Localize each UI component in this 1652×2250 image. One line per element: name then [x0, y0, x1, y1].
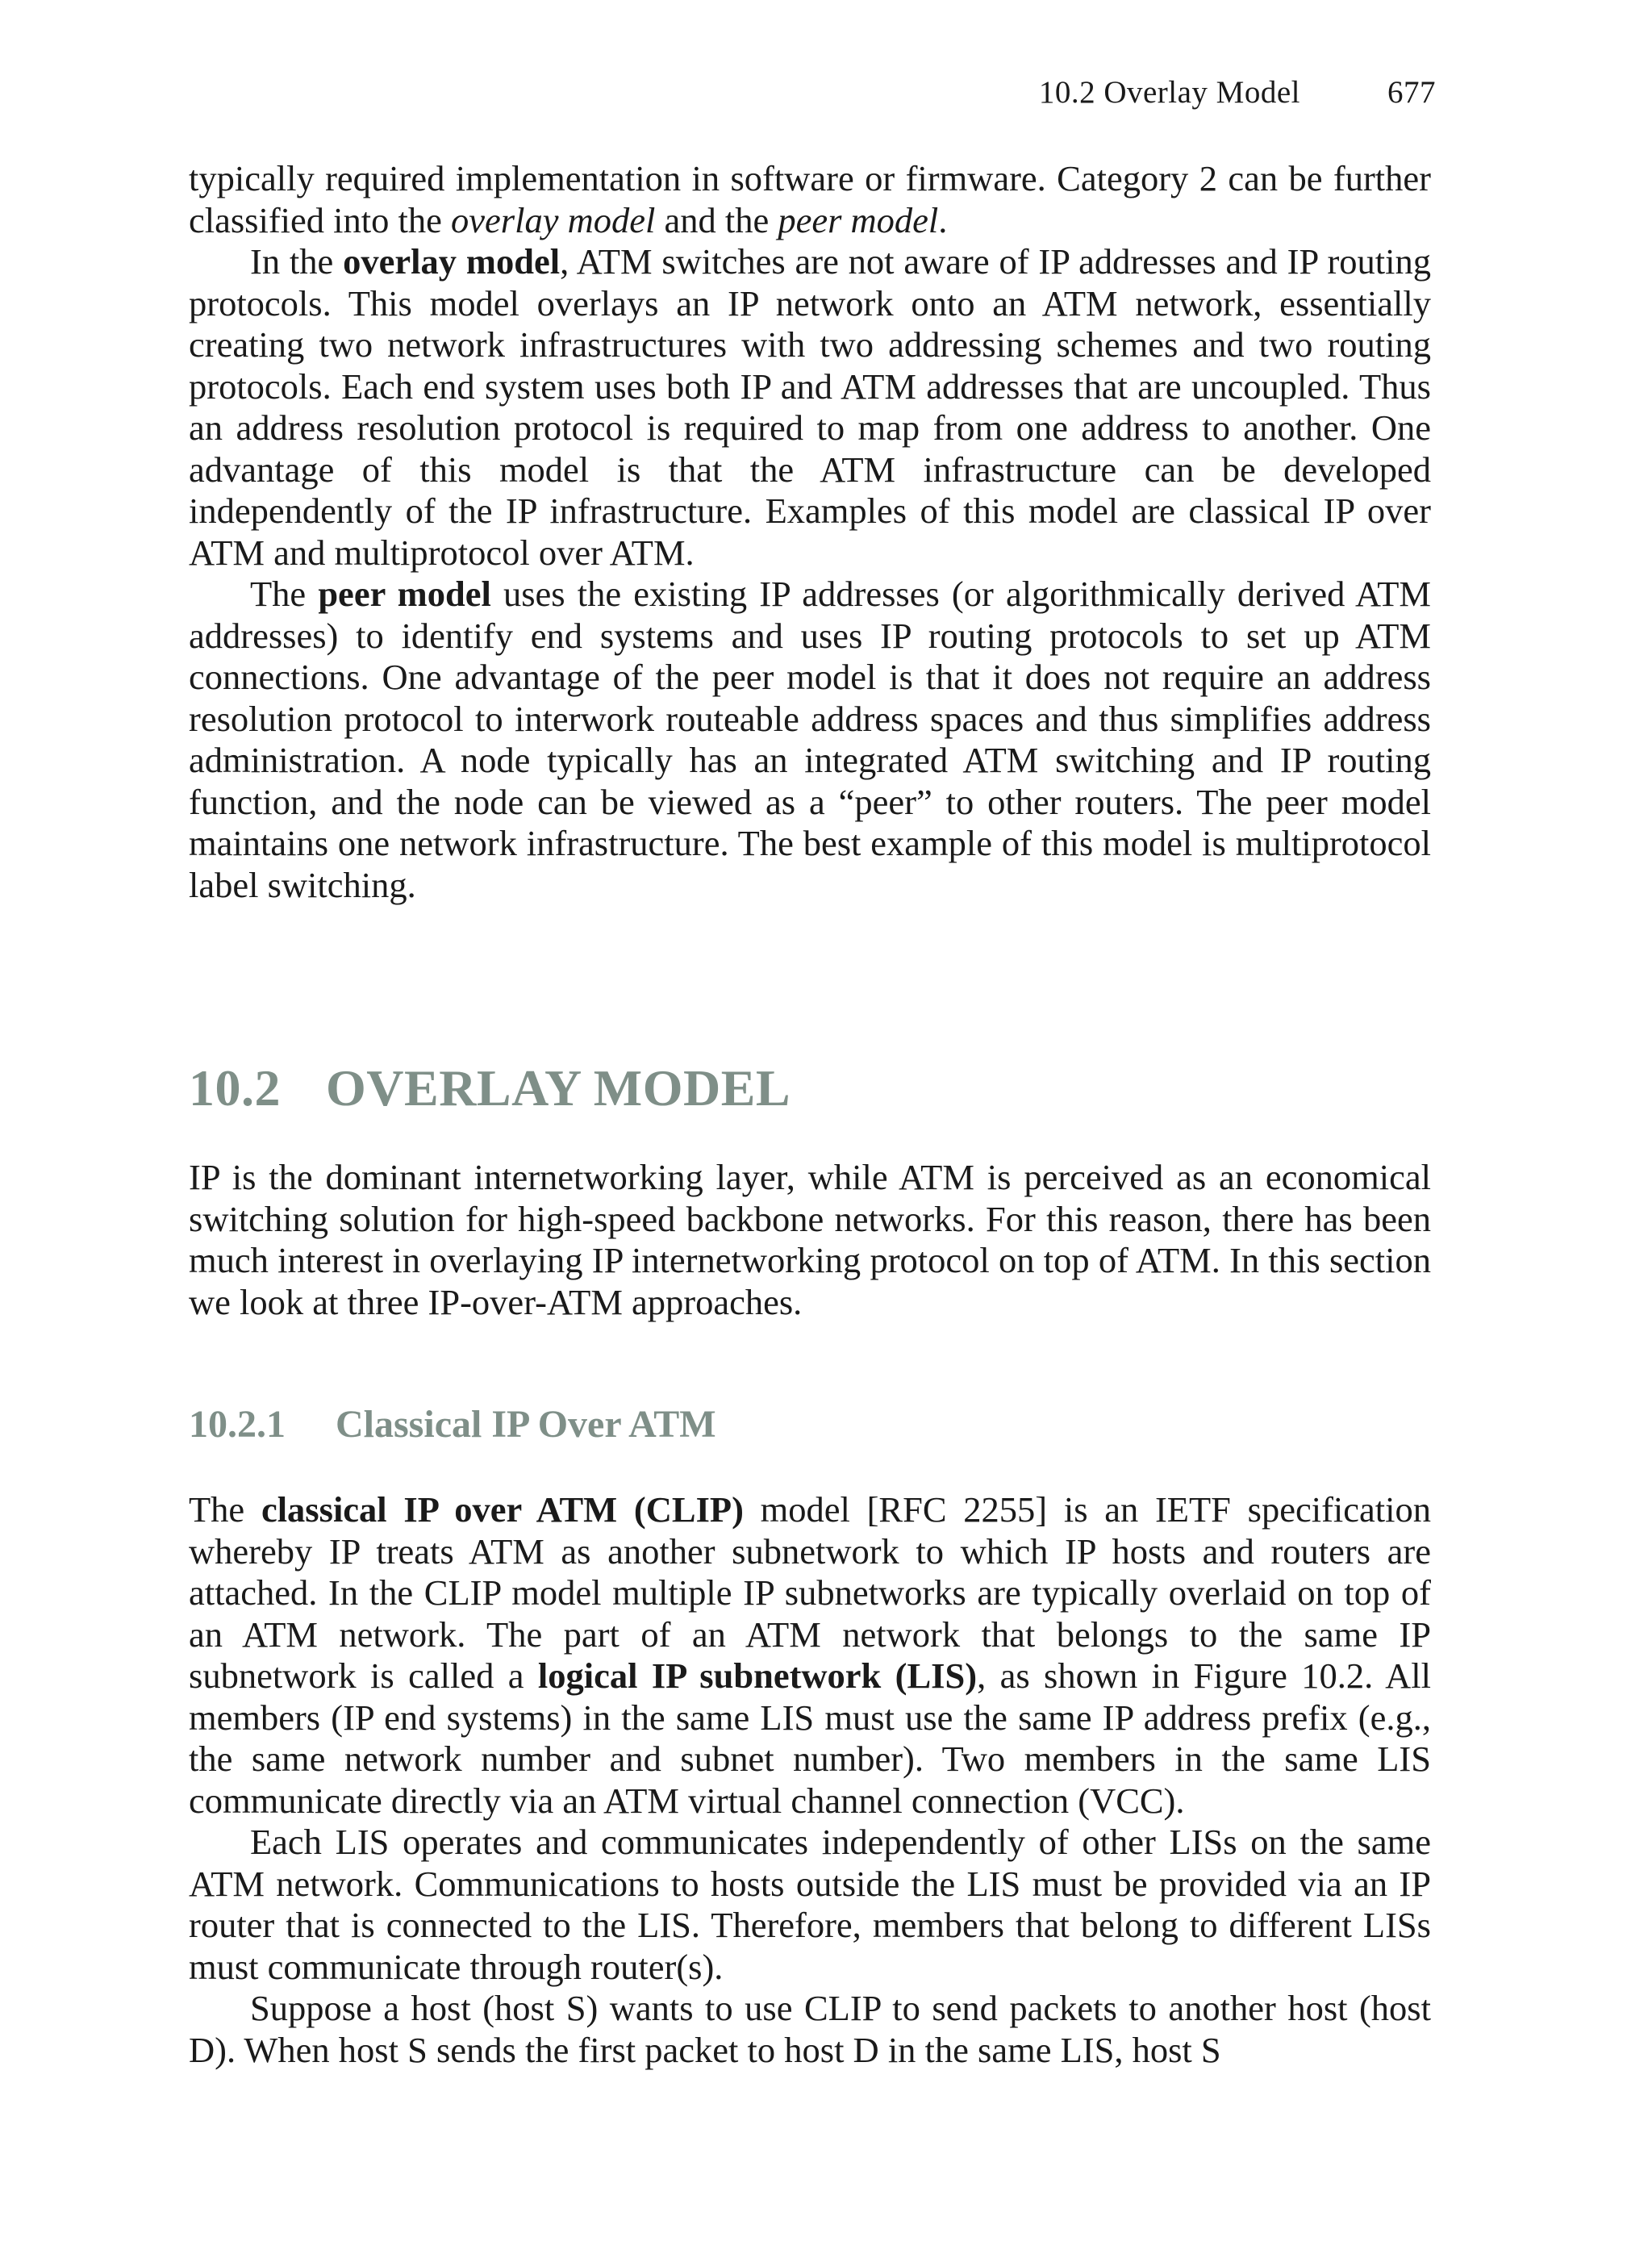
subsection-title: Classical IP Over ATM [336, 1403, 716, 1446]
subsection-number: 10.2.1 [189, 1403, 286, 1446]
term-peer-model: peer model [778, 199, 939, 240]
paragraph-host-example: Suppose a host (host S) wants to use CLIP to send packets to another host (host D). When host S sends the first packet to host D in the same LIS, host S [189, 1988, 1431, 2070]
paragraph-peer-model: The peer model uses the existing IP addresses (or algorithmically derived ATM addresses) to identify end systems and uses IP routing protocols to set up ATM connections. One advantage of the peer model is that it does not require an address resolution protocol to interwork routeable address spaces and thus simplifies address administration. A node typically has an integrated ATM switching and IP routing function, and the node can be viewed as a “peer” to other routers. The peer model maintains one network infrastructure. The best example of this model is multiprotocol label switching. [189, 574, 1431, 905]
running-head [1039, 74, 1436, 111]
section-title: OVERLAY MODEL [326, 1059, 791, 1117]
bold-lis: logical IP subnetwork (LIS) [537, 1655, 978, 1696]
paragraph-section-intro: IP is the dominant internetworking layer, while ATM is perceived as an economical switching solution for high-speed backbone networks. For this reason, there has been much interest in overlaying IP internetworking protocol on top of ATM. In this section we look at three IP-over-ATM approaches. [189, 1157, 1431, 1322]
opening-text-block [189, 158, 1431, 906]
subsection-text-block [189, 1489, 1431, 2071]
section-number: 10.2 [189, 1059, 281, 1117]
paragraph-categories: typically required implementation in software or firmware. Category 2 can be further classified into the overlay model and the peer model. [189, 158, 1431, 240]
section-intro-block [189, 1157, 1431, 1323]
bold-clip: classical IP over ATM (CLIP) [261, 1489, 744, 1530]
bold-overlay-model: overlay model [343, 241, 561, 282]
page-number: 677 [1387, 75, 1436, 110]
subsection-heading [189, 1402, 716, 1446]
running-head-title: 10.2 Overlay Model [1038, 75, 1300, 110]
paragraph-clip: The classical IP over ATM (CLIP) model [RFC 2255] is an IETF specification whereby IP treats ATM as another subnetwork to which IP hosts and routers are attached. In the CLIP model multiple IP subnetworks are typically overlaid on top of an ATM network. The part of an ATM network that belongs to the same IP subnetwork is called a logical IP subnetwork (LIS), as shown in Figure 10.2. All members (IP end systems) in the same LIS must use the same IP address prefix (e.g., the same network number and subnet number). Two members in the same LIS communicate directly via an ATM virtual channel connection (VCC). [189, 1489, 1432, 1821]
paragraph-overlay-model: In the overlay model, ATM switches are not aware of IP addresses and IP routing protocols. This model overlays an IP network onto an ATM network, essentially creating two network infrastructures with two addressing schemes and two routing protocols. Each end system uses both IP and ATM addresses that are uncoupled. Thus an address resolution protocol is required to map from one address to another. One advantage of this model is that the ATM infrastructure can be developed independently of the IP infrastructure. Examples of this model are classical IP over ATM and multiprotocol over ATM. [189, 241, 1431, 573]
term-overlay-model: overlay model [451, 199, 656, 240]
section-heading [189, 1058, 791, 1118]
bold-peer-model: peer model [318, 574, 491, 614]
paragraph-lis-independence: Each LIS operates and communicates independently of other LISs on the same ATM network. Communications to hosts outside the LIS must be provided via an IP router that is connected to the LIS. Therefore, members that belong to different LISs must communicate through router(s). [189, 1822, 1431, 1987]
